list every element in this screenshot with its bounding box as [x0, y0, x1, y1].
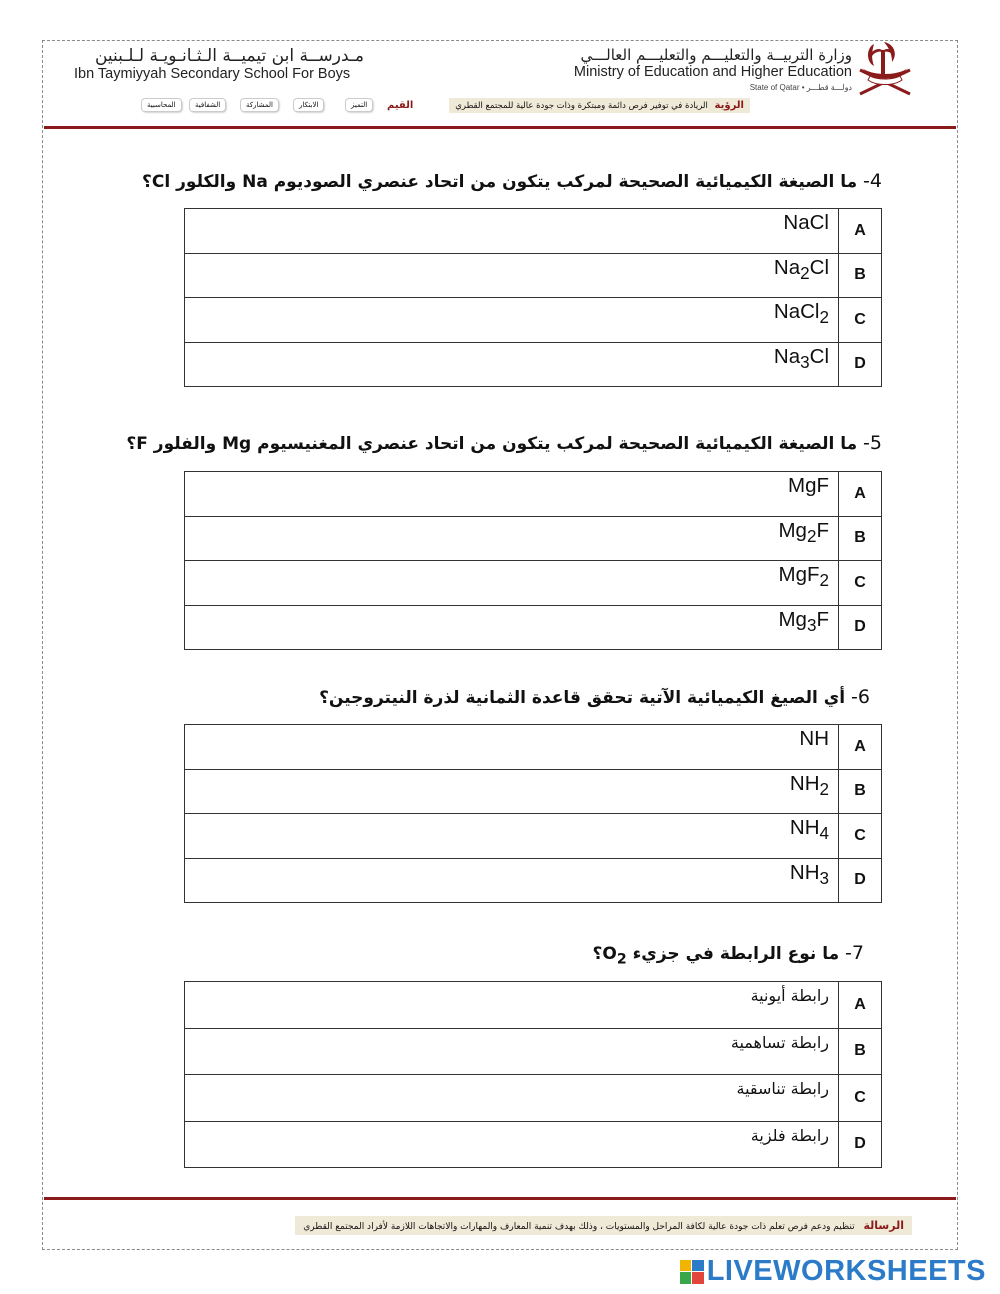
option-answer[interactable]: [185, 605, 839, 650]
formula-main: NH: [789, 771, 820, 795]
formula-subscript: 3: [800, 352, 810, 372]
question-text-subscript: 2: [616, 951, 627, 968]
option-row[interactable]: [185, 858, 882, 903]
option-answer[interactable]: رابطة تساهمية: [185, 1028, 839, 1075]
option-row[interactable]: [185, 516, 882, 561]
option-letter: D: [839, 605, 882, 650]
option-letter: B: [839, 516, 882, 561]
formula-subscript: 2: [819, 779, 829, 799]
option-answer[interactable]: [185, 209, 839, 254]
formula-subscript: 2: [800, 263, 810, 283]
ministry-name-english: Ministry of Education and Higher Education: [573, 64, 852, 80]
question-4-title: [142, 170, 882, 192]
mission-band: [295, 1216, 912, 1235]
option-answer[interactable]: [185, 342, 839, 387]
footer-rule: [44, 1197, 956, 1200]
option-row[interactable]: [185, 605, 882, 650]
mission-label: الرسالة: [863, 1219, 904, 1232]
question-number: 5-: [863, 432, 882, 454]
question-7-title: [592, 942, 864, 967]
option-letter: C: [839, 814, 882, 859]
watermark-text: LIVEWORKSHEETS: [706, 1255, 986, 1287]
formula-tail: Cl: [809, 255, 829, 279]
question-text-after: ؟: [592, 944, 603, 964]
option-answer[interactable]: [185, 725, 839, 770]
vision-label: الرؤية: [714, 100, 744, 111]
option-row[interactable]: [185, 342, 882, 387]
option-answer[interactable]: [185, 516, 839, 561]
option-letter: A: [839, 209, 882, 254]
option-letter: D: [839, 858, 882, 903]
question-5-title: [126, 432, 882, 454]
school-name-english: Ibn Taymiyyah Secondary School For Boys: [74, 66, 351, 82]
formula-main: NH: [789, 860, 820, 884]
formula-main: NaCl: [783, 211, 829, 234]
formula-main: Mg: [778, 607, 807, 631]
liveworksheets-watermark: [680, 1255, 986, 1288]
formula-main: NaCl: [773, 300, 820, 323]
question-text: ما الصيغة الكيميائية الصحيحة لمركب يتكون من اتحاد عنصري المغنيسيوم Mg والفلور F؟: [126, 434, 858, 454]
option-letter: B: [839, 769, 882, 814]
option-row[interactable]: [185, 298, 882, 343]
option-row[interactable]: [185, 209, 882, 254]
formula-tail: F: [816, 607, 829, 631]
option-answer[interactable]: [185, 769, 839, 814]
question-6-options: [184, 724, 882, 903]
values-label: القيم: [387, 100, 414, 111]
option-letter: B: [839, 1028, 882, 1075]
formula-tail: F: [816, 518, 829, 542]
question-text-before: ما نوع الرابطة في جزيء O: [602, 944, 840, 964]
option-letter: D: [839, 342, 882, 387]
school-name-arabic: مـدرســة ابن تيميــة الـثـانـويـة لـلـبنين: [94, 46, 364, 66]
option-row[interactable]: [185, 769, 882, 814]
formula-subscript: 3: [806, 615, 817, 635]
option-row[interactable]: [185, 472, 882, 517]
option-answer[interactable]: [185, 858, 839, 903]
option-answer[interactable]: [185, 253, 839, 298]
formula-main: NH: [799, 727, 829, 750]
formula-main: Na: [773, 255, 801, 279]
vision-band: [449, 98, 750, 113]
question-number: 4-: [863, 170, 882, 192]
option-answer[interactable]: [185, 814, 839, 859]
value-chip: الشفافية: [190, 99, 225, 111]
question-number: 7-: [845, 942, 864, 964]
header-rule: [44, 126, 956, 129]
question-text: أي الصيغ الكيميائية الآتية تحقق قاعدة الثمانية لذرة النيتروجين؟: [319, 688, 846, 708]
option-letter: A: [839, 982, 882, 1029]
option-answer[interactable]: رابطة تناسقية: [185, 1075, 839, 1122]
value-chip: المحاسبية: [142, 99, 181, 111]
value-chip: التميز: [346, 99, 372, 111]
formula-subscript: 4: [819, 824, 829, 844]
option-letter: A: [839, 472, 882, 517]
formula-subscript: 2: [819, 308, 829, 328]
formula-main: MgF: [778, 563, 820, 586]
question-5-options: [184, 471, 882, 650]
option-letter: D: [839, 1121, 882, 1168]
question-number: 6-: [851, 686, 870, 708]
question-4-options: [184, 208, 882, 387]
liveworksheets-logo-icon: [680, 1260, 704, 1284]
formula-subscript: 2: [819, 571, 829, 591]
vision-text: الريادة في توفير فرص دائمة ومبتكرة وذات جودة عالية للمجتمع القطري: [455, 101, 708, 111]
option-row[interactable]: [185, 1075, 882, 1122]
formula-subscript: 2: [806, 526, 817, 546]
option-letter: A: [839, 725, 882, 770]
question-7-options: [184, 981, 882, 1168]
question-text: [592, 944, 840, 968]
formula-main: MgF: [788, 474, 829, 497]
qatar-emblem-icon: [854, 40, 916, 102]
option-letter: B: [839, 253, 882, 298]
header: [44, 42, 956, 132]
option-letter: C: [839, 561, 882, 606]
option-row[interactable]: [185, 725, 882, 770]
state-label: State of Qatar • دولـــة قطـــر: [749, 83, 852, 92]
question-6-title: [319, 686, 870, 708]
formula-main: Na: [773, 344, 801, 368]
value-chip: الابتكار: [294, 99, 323, 111]
ministry-name-arabic: وزارة التربيــة والتعليـــم والتعليـــم العالـــي: [580, 46, 852, 64]
option-row[interactable]: [185, 1121, 882, 1168]
formula-tail: Cl: [809, 344, 829, 368]
formula-main: Mg: [778, 518, 807, 542]
option-answer[interactable]: رابطة أيونية: [185, 982, 839, 1029]
mission-text: تنظيم ودعم فرص تعلم ذات جودة عالية لكافة المراحل والمستويات ، وذلك بهدف تنمية المعارف والمهارات والاتجاهات اللازمة لأفراد المجتمع القطري: [303, 1222, 855, 1232]
option-answer[interactable]: [185, 561, 839, 606]
formula-subscript: 3: [819, 868, 829, 888]
value-chip: المشاركة: [241, 99, 278, 111]
option-answer[interactable]: [185, 472, 839, 517]
option-letter: C: [839, 1075, 882, 1122]
formula-main: NH: [789, 816, 820, 839]
option-row[interactable]: [185, 1028, 882, 1075]
option-row[interactable]: [185, 982, 882, 1029]
question-text: ما الصيغة الكيميائية الصحيحة لمركب يتكون من اتحاد عنصري الصوديوم Na والكلور Cl؟: [142, 172, 858, 192]
option-answer[interactable]: [185, 298, 839, 343]
option-letter: C: [839, 298, 882, 343]
option-row[interactable]: [185, 561, 882, 606]
option-row[interactable]: [185, 253, 882, 298]
option-answer[interactable]: رابطة فلزية: [185, 1121, 839, 1168]
option-row[interactable]: [185, 814, 882, 859]
